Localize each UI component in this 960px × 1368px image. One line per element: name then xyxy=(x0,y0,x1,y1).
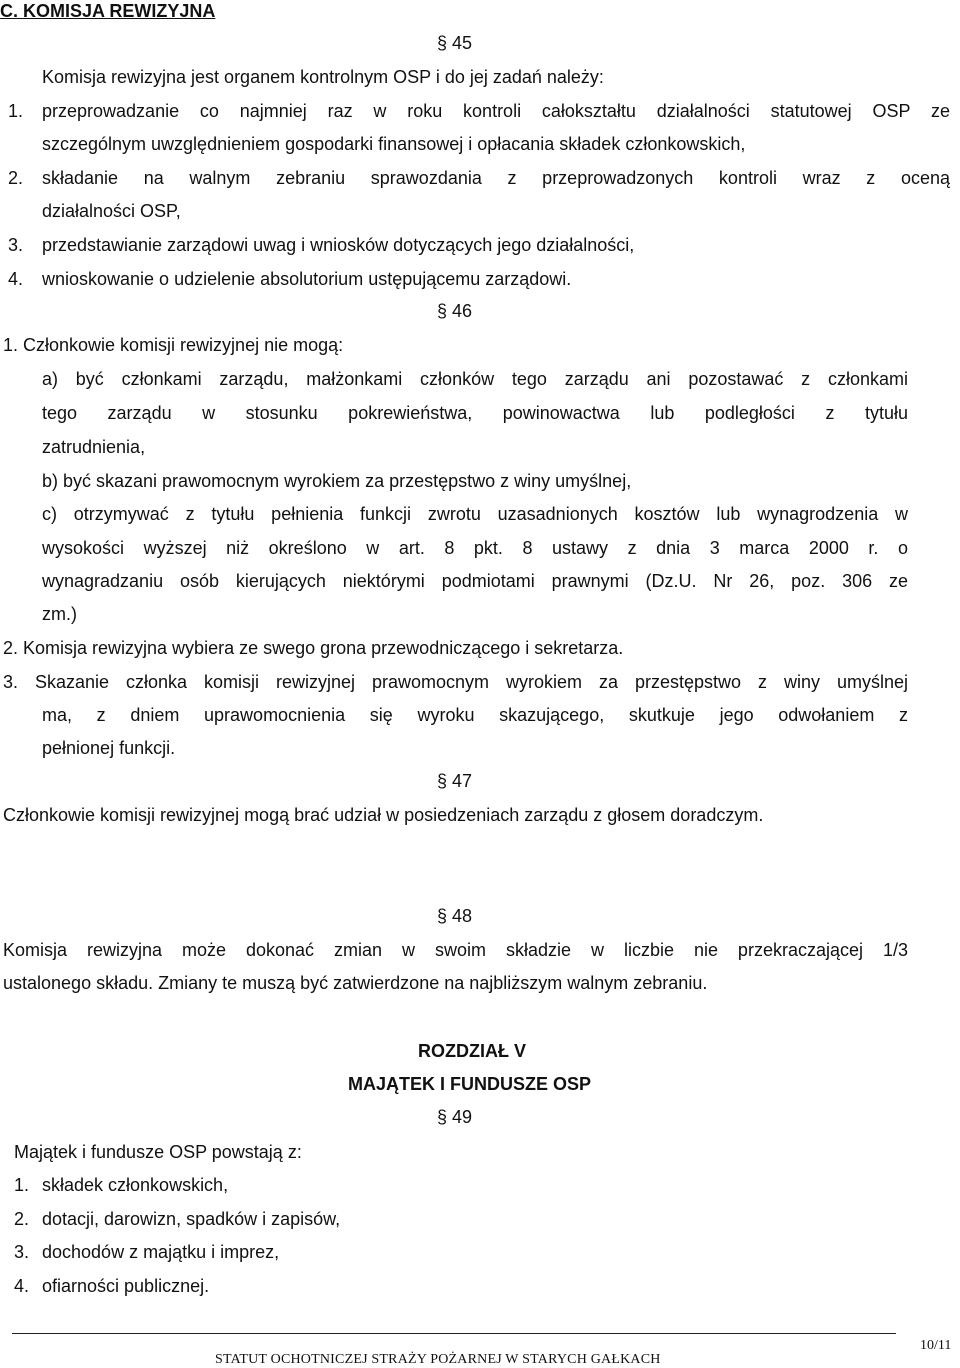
list-item-text: wnioskowanie o udzielenie absolutorium ustępującemu zarządowi. xyxy=(42,269,572,289)
page-number: 10/11 xyxy=(920,1338,952,1353)
list-item-text: składek członkowskich, xyxy=(42,1175,229,1195)
paragraph-46-item-3-line: 3. Skazanie członka komisji rewizyjnej prawomocnym wyrokiem za przestępstwo z winy umyślnej xyxy=(3,672,908,692)
subitem-c-line: zm.) xyxy=(42,604,77,624)
subitem-a-line: tego zarządu w stosunku pokrewieństwa, powinowactwa lub podległości z tytułu xyxy=(42,403,908,423)
paragraph-49-sign: § 49 xyxy=(437,1107,473,1127)
paragraph-47-sign: § 47 xyxy=(437,771,473,791)
subitem-c-line: c) otrzymywać z tytułu pełnienia funkcji zwrotu uzasadnionych kosztów lub wynagrodzenia w xyxy=(42,504,908,524)
subitem-a-line: a) być członkami zarządu, małżonkami członków tego zarządu ani pozostawać z członkami xyxy=(42,369,908,389)
list-item-number: 4. xyxy=(14,1276,30,1296)
list-item-text: przedstawianie zarządowi uwag i wniosków dotyczących jego działalności, xyxy=(42,235,635,255)
paragraph-46-sign: § 46 xyxy=(437,301,473,321)
section-heading: C. KOMISJA REWIZYJNA xyxy=(0,1,216,21)
list-item-number: 1. xyxy=(8,101,24,121)
list-item-text: dochodów z majątku i imprez, xyxy=(42,1242,280,1262)
chapter-title: ROZDZIAŁ V xyxy=(418,1041,526,1061)
list-item-text: przeprowadzanie co najmniej raz w roku kontroli całokształtu działalności statutowej OSP ze xyxy=(42,101,950,121)
paragraph-46-item-3-line: ma, z dniem uprawomocnienia się wyroku skazującego, skutkuje jego odwołaniem z xyxy=(42,705,908,725)
subitem-c-line: wynagradzaniu osób kierujących niektórymi podmiotami prawnymi (Dz.U. Nr 26, poz. 306 ze xyxy=(42,571,908,591)
list-item-number: 3. xyxy=(8,235,24,255)
paragraph-45-sign: § 45 xyxy=(437,33,473,53)
list-item-text: szczególnym uwzględnieniem gospodarki finansowej i opłacania składek członkowskich, xyxy=(42,134,746,154)
paragraph-46-item-3-line: pełnionej funkcji. xyxy=(42,738,176,758)
paragraph-49-intro: Majątek i fundusze OSP powstają z: xyxy=(14,1142,302,1162)
paragraph-48-line: ustalonego składu. Zmiany te muszą być zatwierdzone na najbliższym walnym zebraniu. xyxy=(3,973,708,993)
paragraph-47-text: Członkowie komisji rewizyjnej mogą brać udział w posiedzeniach zarządu z głosem doradczym. xyxy=(3,805,764,825)
subitem-a-line: zatrudnienia, xyxy=(42,437,146,457)
subitem-c-line: wysokości wyższej niż określono w art. 8 pkt. 8 ustawy z dnia 3 marca 2000 r. o xyxy=(42,538,908,558)
paragraph-45-intro: Komisja rewizyjna jest organem kontrolnym OSP i do jej zadań należy: xyxy=(42,67,604,87)
list-item-number: 4. xyxy=(8,269,24,289)
list-item-text: dotacji, darowizn, spadków i zapisów, xyxy=(42,1209,341,1229)
paragraph-46-item-1: 1. Członkowie komisji rewizyjnej nie mogą: xyxy=(3,335,344,355)
list-item-number: 2. xyxy=(8,168,24,188)
subitem-b: b) być skazani prawomocnym wyrokiem za przestępstwo z winy umyślnej, xyxy=(42,471,632,491)
footer-text: STATUT OCHOTNICZEJ STRAŻY POŻARNEJ W STARYCH GAŁKACH xyxy=(215,1352,661,1367)
list-item-text: ofiarności publicznej. xyxy=(42,1276,210,1296)
list-item-number: 3. xyxy=(14,1242,30,1262)
list-item-number: 1. xyxy=(14,1175,30,1195)
footer-divider xyxy=(12,1333,896,1334)
list-item-text: składanie na walnym zebraniu sprawozdania z przeprowadzonych kontroli wraz z oceną xyxy=(42,168,950,188)
paragraph-46-item-2: 2. Komisja rewizyjna wybiera ze swego grona przewodniczącego i sekretarza. xyxy=(3,638,624,658)
list-item-number: 2. xyxy=(14,1209,30,1229)
paragraph-48-sign: § 48 xyxy=(437,906,473,926)
chapter-subtitle: MAJĄTEK I FUNDUSZE OSP xyxy=(348,1074,592,1094)
paragraph-48-line: Komisja rewizyjna może dokonać zmian w swoim składzie w liczbie nie przekraczającej 1/3 xyxy=(3,940,908,960)
list-item-text: działalności OSP, xyxy=(42,201,181,221)
